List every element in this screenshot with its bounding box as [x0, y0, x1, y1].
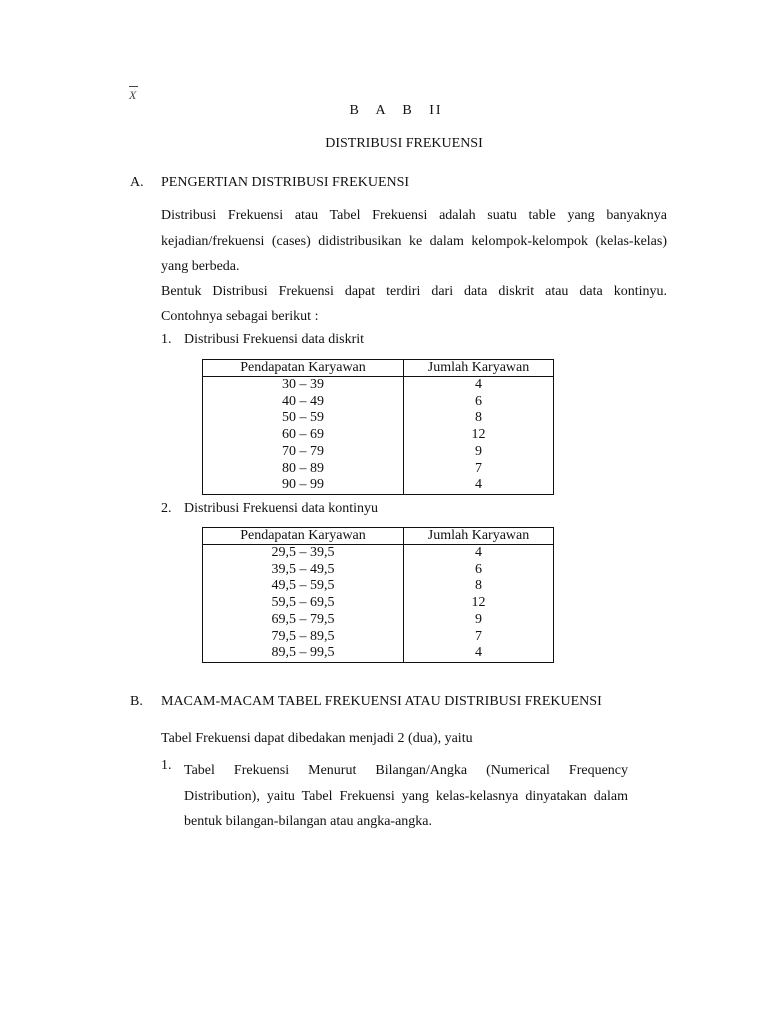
item-text-line2: Distribution), yaitu Tabel Frekuensi yang kelas-kelasnya dinyatakan dalam [184, 788, 628, 804]
income-range-cell: 90 – 99 [203, 477, 404, 494]
employee-count-cell: 6 [404, 394, 554, 411]
income-range-cell: 50 – 59 [203, 410, 404, 427]
income-range-cell: 70 – 79 [203, 444, 404, 461]
employee-count-cell: 12 [404, 595, 554, 612]
income-range-cell: 30 – 39 [203, 377, 404, 394]
income-range-cell: 69,5 – 79,5 [203, 612, 404, 629]
table-row [203, 444, 554, 461]
employee-count-cell: 12 [404, 427, 554, 444]
table-row [203, 477, 554, 494]
employee-count-cell: 7 [404, 629, 554, 646]
employee-count-cell: 8 [404, 410, 554, 427]
section-letter: A. [130, 175, 144, 190]
definition-paragraph: Distribusi Frekuensi atau Tabel Frekuensi adalah suatu table yang banyaknya kejadian/frekuensi (cases) didistribusikan ke dalam kelompok-kelompok (kelas-kelas) yang berbeda. [161, 208, 667, 274]
employee-count-cell: 9 [404, 612, 554, 629]
table-header: Pendapatan Karyawan [203, 528, 404, 545]
continuous-frequency-table [202, 527, 554, 663]
employee-count-cell: 9 [404, 444, 554, 461]
income-range-cell: 59,5 – 69,5 [203, 595, 404, 612]
table-row [203, 562, 554, 579]
section-letter: B. [130, 694, 143, 709]
section-title: MACAM-MACAM TABEL FREKUENSI ATAU DISTRIBUSI FREKUENSI [161, 694, 602, 709]
income-range-cell: 40 – 49 [203, 394, 404, 411]
employee-count-cell: 4 [404, 477, 554, 494]
income-range-cell: 79,5 – 89,5 [203, 629, 404, 646]
table-row [203, 545, 554, 562]
x-bar-symbol: X [129, 88, 137, 102]
income-range-cell: 80 – 89 [203, 461, 404, 478]
income-range-cell: 49,5 – 59,5 [203, 578, 404, 595]
table-header: Jumlah Karyawan [404, 528, 554, 545]
form-paragraph-line2: Contohnya sebagai berikut : [161, 309, 319, 324]
employee-count-cell: 4 [404, 377, 554, 394]
employee-count-cell: 4 [404, 645, 554, 662]
item-text-line1: Tabel Frekuensi Menurut Bilangan/Angka (Numerical Frequency [184, 763, 628, 778]
table-header: Jumlah Karyawan [404, 360, 554, 377]
employee-count-cell: 4 [404, 545, 554, 562]
income-range-cell: 60 – 69 [203, 427, 404, 444]
table-row [203, 377, 554, 394]
section-title: PENGERTIAN DISTRIBUSI FREKUENSI [161, 175, 410, 190]
table-row [203, 578, 554, 595]
income-range-cell: 39,5 – 49,5 [203, 562, 404, 579]
discrete-frequency-table [202, 359, 554, 495]
income-range-cell: 29,5 – 39,5 [203, 545, 404, 562]
item-text-line3: bentuk bilangan-bilangan atau angka-angka. [184, 814, 433, 829]
employee-count-cell: 7 [404, 461, 554, 478]
income-range-cell: 89,5 – 99,5 [203, 645, 404, 662]
document-page: X B A B II DISTRIBUSI FREKUENSI A. PENGERTIAN DISTRIBUSI FREKUENSI Distribusi Frekuensi atau Tabel Frekuensi adalah suatu table yang banyaknya kejadian/frekuensi (cases) didistribusikan ke dalam kelompok-kelompok (kelas-kelas) yang berbeda. Bentuk Distribusi Frekuensi dapat terdiri dari data diskrit atau data kontinyu. Contohnya sebagai berikut : 1. Distribusi Frekuensi data diskrit Pendapatan Karyawan Jumlah Karyawan 30 – 39 4 40 – 49 6 50 – 59 8 60 – 69 12 70 – 79 9 80 – 89 7 90 – 99 4 2. Distribusi Frekuensi data kontinyu Pendapatan Karyawan Jumlah Karyawan 29,5 – 39,5 4 39,5 – 49,5 6 49,5 – 59,5 8 59,5 – 69,5 12 69,5 – 79,5 9 79,5 – 89,5 7 89,5 – 99,5 4 B. MACAM-MACAM TABEL FREKUENSI ATAU DISTRIBUSI FREKUENSI Tabel Frekuensi dapat dibedakan menjadi 2 (dua), yaitu 1. Tabel Frekuensi Menurut Bilangan/Angka (Numerical Frequency Distribution), yaitu Tabel Frekuensi yang kelas-kelasnya dinyatakan dalam bentuk bilangan-bilangan atau angka-angka. [0, 0, 768, 1024]
section-b-intro: Tabel Frekuensi dapat dibedakan menjadi 2 (dua), yaitu [161, 731, 473, 746]
chapter-heading: B A B II [349, 103, 443, 118]
employee-count-cell: 8 [404, 578, 554, 595]
table-row [203, 612, 554, 629]
table-row [203, 427, 554, 444]
table-row [203, 461, 554, 478]
table-row [203, 595, 554, 612]
chapter-title: DISTRIBUSI FREKUENSI [325, 136, 483, 151]
table-row [203, 629, 554, 646]
table-header: Pendapatan Karyawan [203, 360, 404, 377]
employee-count-cell: 6 [404, 562, 554, 579]
table-row [203, 645, 554, 662]
form-paragraph-line1: Bentuk Distribusi Frekuensi dapat terdiri dari data diskrit atau data kontinyu. [161, 284, 667, 299]
table-row [203, 394, 554, 411]
table-row [203, 410, 554, 427]
